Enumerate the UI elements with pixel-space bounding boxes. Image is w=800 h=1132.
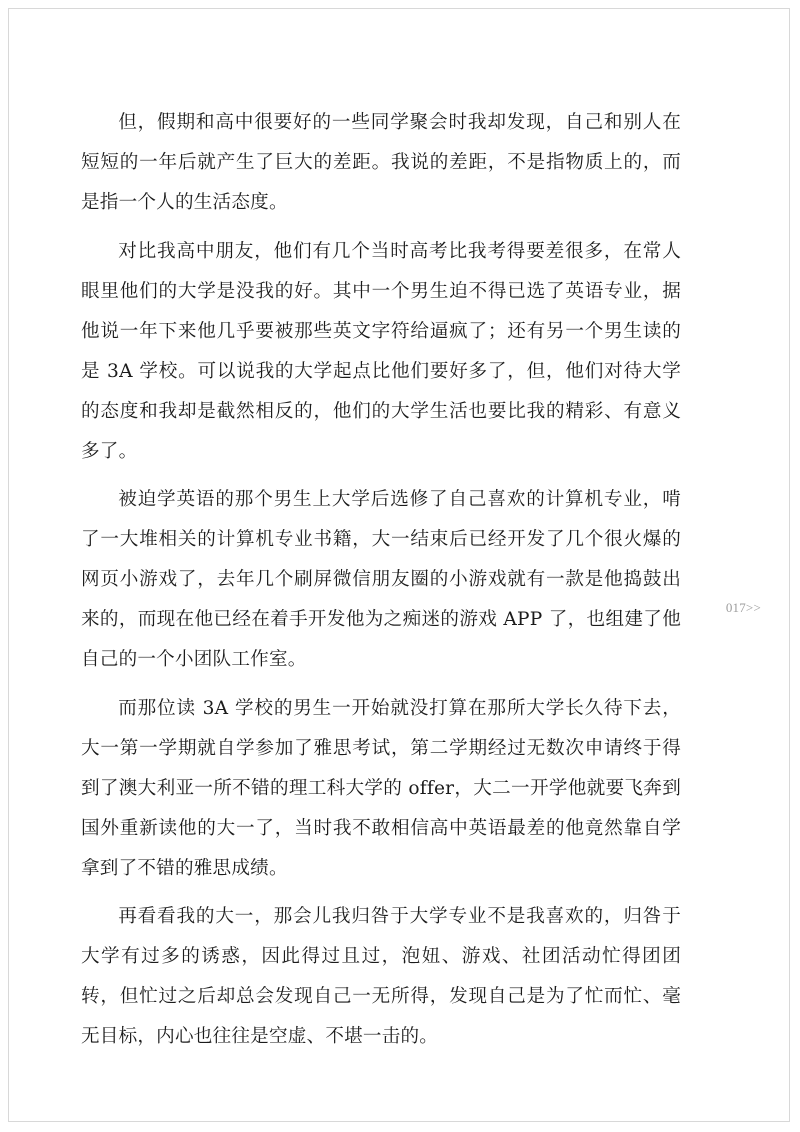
body-text <box>81 103 681 1063</box>
paragraph-3: 被迫学英语的那个男生上大学后选修了自己喜欢的计算机专业，啃了一大堆相关的计算机专业书籍，大一结束后已经开发了几个很火爆的网页小游戏了，去年几个刷屏微信朋友圈的小游戏就有一款是他捣鼓出来的，而现在他已经在着手开发他为之痴迷的游戏 APP 了，也组建了他自己的一个小团队工作室。 <box>81 489 681 670</box>
paragraph-2: 对比我高中朋友，他们有几个当时高考比我考得要差很多，在常人眼里他们的大学是没我的好。其中一个男生迫不得已选了英语专业，据他说一年下来他几乎要被那些英文字符给逼疯了；还有另一个男生读的是 3A 学校。可以说我的大学起点比他们要好多了，但，他们对待大学的态度和我却是截然相反的，他们的大学生活也要比我的精彩、有意义多了。 <box>81 240 681 462</box>
book-page <box>8 8 790 1122</box>
paragraph-1: 但，假期和高中很要好的一些同学聚会时我却发现，自己和别人在短短的一年后就产生了巨大的差距。我说的差距，不是指物质上的，而是指一个人的生活态度。 <box>81 112 681 213</box>
paragraph-5: 再看看我的大一，那会儿我归咎于大学专业不是我喜欢的，归咎于大学有过多的诱惑，因此得过且过，泡妞、游戏、社团活动忙得团团转，但忙过之后却总会发现自己一无所得，发现自己是为了忙而忙、毫无目标，内心也往往是空虚、不堪一击的。 <box>81 906 681 1047</box>
paragraph-4: 而那位读 3A 学校的男生一开始就没打算在那所大学长久待下去，大一第一学期就自学参加了雅思考试，第二学期经过无数次申请终于得到了澳大利亚一所不错的理工科大学的 offer，大二一开学他就要飞奔到国外重新读他的大一了，当时我不敢相信高中英语最差的他竟然靠自学拿到了不错的雅思成绩。 <box>81 697 681 879</box>
page-number: 017>> <box>725 600 761 615</box>
